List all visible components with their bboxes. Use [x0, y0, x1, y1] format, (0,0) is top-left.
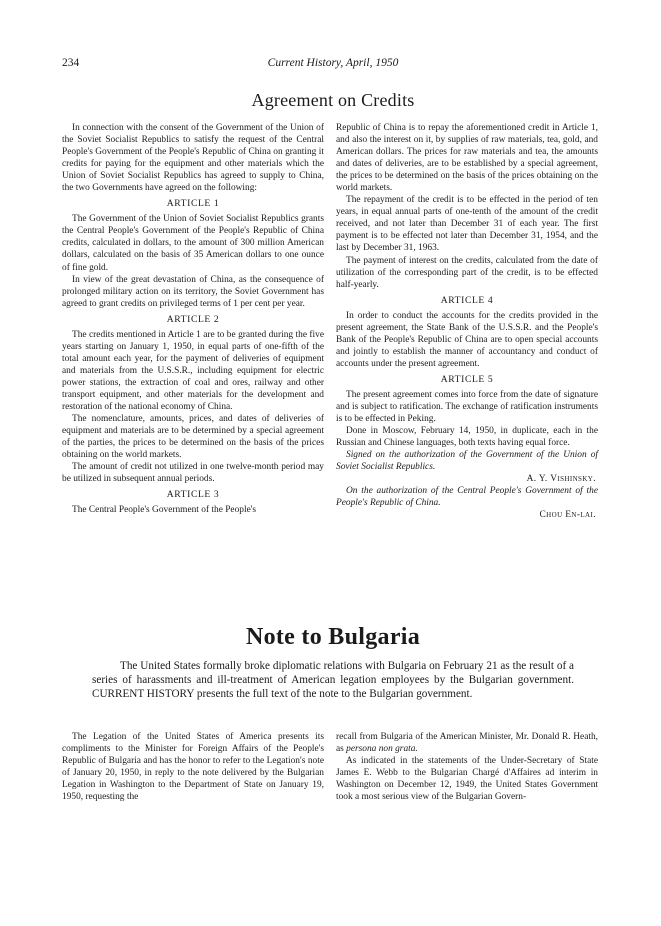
article-3-continued: Republic of China is to repay the aforementioned credit in Article 1, and also the interest on it, by supplies of raw materials, tea, gold, and American dollars. The prices for raw materials and tea, the amounts and dates of deliveries, are to be established by a special agreement, the prices to be determined on the basis of the prices obtaining on the world markets.: [336, 123, 598, 194]
article-1-paragraph-1: The Government of the Union of Soviet Socialist Republics grants the Central People's Government of the People's Republic of China credits, calculated in dollars, to the amount of 300 million American dollars, calculated on the basis of 35 American dollars to one ounce of fine gold.: [62, 214, 324, 273]
journal-title: Current History, April, 1950: [267, 57, 399, 69]
persona-non-grata: persona non grata.: [346, 744, 418, 755]
note-paragraph-1-continued: [336, 731, 598, 755]
article-1-heading: ARTICLE 1: [166, 198, 220, 210]
article-2-heading: ARTICLE 2: [166, 313, 220, 325]
article-3-heading: ARTICLE 3: [166, 489, 220, 501]
signer-vishinsky: A. Y. Vishinsky.: [526, 474, 596, 485]
note-column-left: [62, 731, 324, 804]
agreement-title: Agreement on Credits: [251, 90, 415, 110]
agreement-column-right: [336, 122, 598, 522]
article-4-paragraph-1: In order to conduct the accounts for the credits provided in the present agreement, the State Bank of the U.S.S.R. and the People's Bank of the People's Republic of China are to open special accounts and jointly to establish the manner of accountancy and conduct of accounts under the present agreement.: [336, 310, 598, 369]
note-column-right: [336, 731, 598, 804]
signer-chou-en-lai: Chou En-lai.: [539, 510, 596, 521]
article-3-paragraph-1: The Central People's Government of the People's: [72, 505, 257, 516]
signature-authorization-china: On the authorization of the Central People's Government of the People's Republic of China.: [336, 486, 598, 509]
note-paragraph-1-continued-text: recall from Bulgaria of the American Minister, Mr. Donald R. Heath, as: [336, 732, 598, 755]
article-3-paragraph-2: The repayment of the credit is to be effected in the period of ten years, in equal annual parts of one-tenth of the amount of the credit received, and not later than December 31 of each year. The first payment is to be effected not later than December 31, 1954, and the last by December 31, 1963.: [336, 195, 598, 254]
page-number: 234: [62, 57, 80, 69]
note-title: Note to Bulgaria: [245, 624, 421, 650]
article-2-paragraph-3: The amount of credit not utilized in one twelve-month period may be utilized in subsequent annual periods.: [62, 462, 324, 485]
article-2-paragraph-2: The nomenclature, amounts, prices, and dates of deliveries of equipment and materials are to be determined by a special agreement of the parties, the prices to be determined on the basis of the prices obtaining on the world markets.: [62, 414, 324, 461]
note-intro-text: The United States formally broke diplomatic relations with Bulgaria on February 21 as the result of a series of harassments and ill-treatment of American legation employees by the Bulgarian government. CURRENT HISTORY presents the full text of the note to the Bulgarian government.: [92, 660, 574, 701]
running-head: [62, 57, 604, 73]
signature-authorization-ussr: Signed on the authorization of the Government of the Union of Soviet Socialist Republics.: [336, 450, 598, 473]
article-2-paragraph-1: The credits mentioned in Article 1 are to be granted during the five years starting on January 1, 1950, in equal parts of one-fifth of the total amount each year, for the payment of deliveries of equipment and materials from the U.S.S.R., including equipment for electric power stations, the extraction of coal and ores, railway and other transport equipment, and other materials for the development and restoration of the national economy of China.: [62, 329, 324, 413]
article-5-heading: ARTICLE 5: [440, 373, 494, 385]
article-5-paragraph-2: Done in Moscow, February 14, 1950, in duplicate, each in the Russian and Chinese languages, both texts having equal force.: [336, 426, 598, 449]
note-paragraph-1: The Legation of the United States of America presents its compliments to the Minister for Foreign Affairs of the People's Republic of Bulgaria and has the honor to refer to the Legation's note of January 20, 1950, in reply to the note delivered by the Bulgarian Legation in Washington to the Department of State on January 19, 1950, requesting the: [62, 732, 324, 803]
note-intro: [92, 659, 574, 702]
agreement-column-left: [62, 122, 324, 516]
article-4-heading: ARTICLE 4: [440, 294, 494, 306]
article-3-paragraph-3: The payment of interest on the credits, calculated from the date of utilization of the corresponding part of the credit, is to be effected half-yearly.: [336, 255, 598, 290]
note-paragraph-2: As indicated in the statements of the Under-Secretary of State James E. Webb to the Bulgarian Chargé d'Affaires ad interim in Washington on December 12, 1949, the United States Government took a most serious view of the Bulgarian Govern-: [336, 756, 598, 803]
article-1-paragraph-2: In view of the great devastation of China, as the consequence of prolonged military action on its territory, the Soviet Government has agreed to grant credits on privileged terms of 1 per cent per year.: [62, 274, 324, 309]
article-5-paragraph-1: The present agreement comes into force from the date of signature and is subject to ratification. The exchange of ratification instruments is to be effected in Peking.: [336, 389, 598, 425]
agreement-intro: In connection with the consent of the Government of the Union of the Soviet Socialist Republics to satisfy the request of the Central People's Government of the People's Republic of China on granting it credits for paying for the equipment and other materials which the Union of Soviet Socialist Republics has agreed to supply to China, the two Governments have agreed on the following:: [62, 123, 324, 194]
